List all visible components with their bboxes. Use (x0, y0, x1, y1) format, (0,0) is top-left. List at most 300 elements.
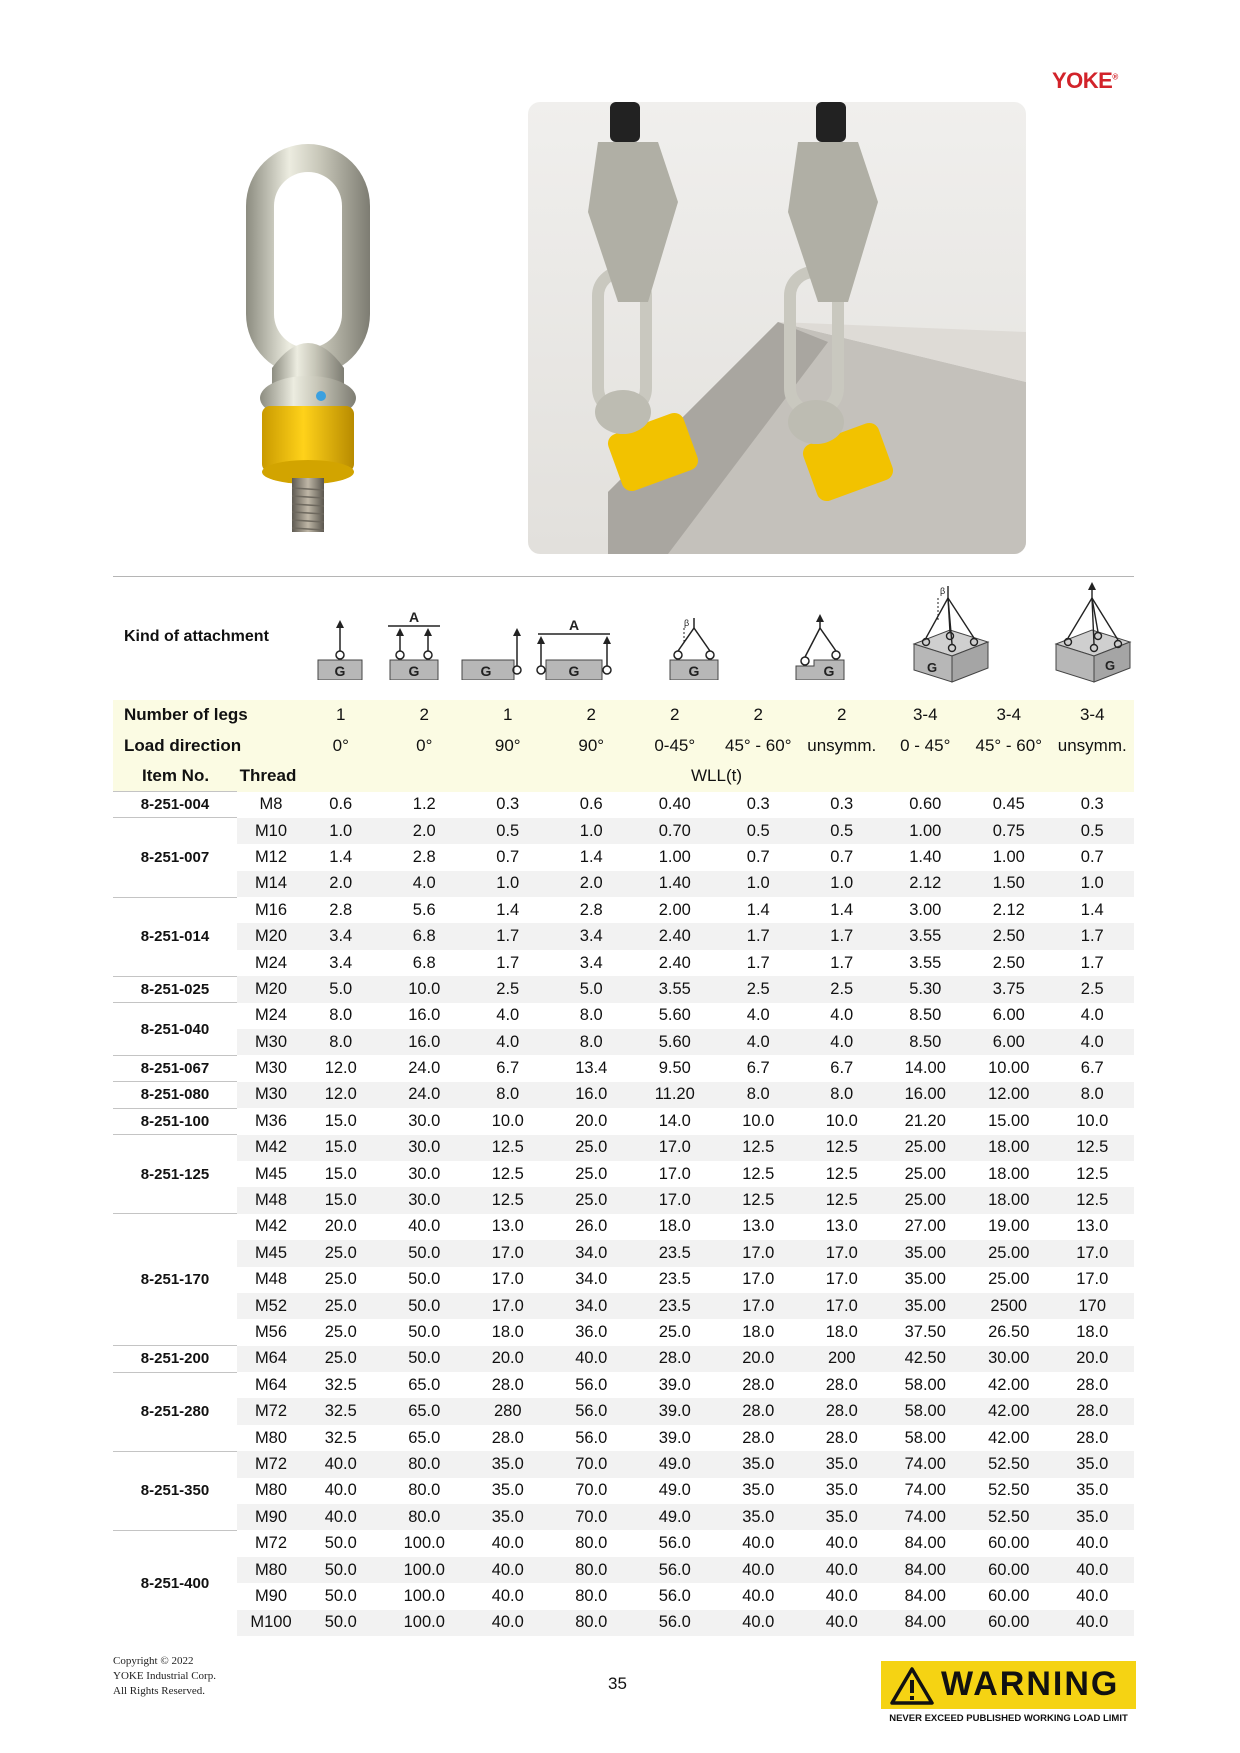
wll-value-cell: 25.0 (575, 1164, 608, 1183)
table-row (113, 1319, 1134, 1345)
thread-cell: M90 (237, 1504, 299, 1530)
table-row (113, 1610, 1134, 1636)
wll-value-cell: 28.0 (742, 1375, 775, 1394)
wll-value-cell: 12.5 (717, 1187, 801, 1213)
warning-subtitle: NEVER EXCEED PUBLISHED WORKING LOAD LIMIT (889, 1713, 1128, 1724)
item-number-cell: 8-251-067 (113, 1055, 237, 1081)
wll-value-cell: 20.0 (717, 1346, 801, 1372)
logo-text: YOKE (1052, 68, 1113, 93)
wll-value-cell: 52.50 (967, 1504, 1051, 1530)
legs-cell: 2 (550, 700, 634, 731)
table-row (113, 1161, 1134, 1187)
wll-value-cell: 0.6 (329, 795, 353, 814)
wll-value-cell: 70.0 (575, 1481, 608, 1500)
wll-value-cell: 40.0 (550, 1346, 634, 1372)
direction-cell: 45° - 60° (717, 731, 801, 762)
wll-value-cell: 8.50 (884, 1029, 968, 1055)
table-row (113, 1478, 1134, 1504)
wll-value-cell: 19.00 (988, 1217, 1030, 1236)
wll-value-cell: 1.7 (496, 953, 520, 972)
wll-value-cell: 74.00 (884, 1451, 968, 1477)
thread-cell: M90 (254, 1586, 288, 1605)
wll-value-cell: 0.45 (992, 795, 1025, 814)
table-row (113, 1504, 1134, 1530)
wll-value-cell: 6.7 (746, 1059, 770, 1078)
wll-value-cell: 1.7 (1051, 923, 1135, 949)
item-number-cell: 8-251-100 (113, 1108, 237, 1134)
thread-cell: M30 (237, 1082, 299, 1108)
icon-g-label: G (408, 663, 420, 679)
wll-value-cell: 50.0 (408, 1323, 441, 1341)
wll-value-cell: 2.50 (967, 923, 1051, 949)
wll-value-cell: 28.0 (1076, 1375, 1109, 1394)
wll-value-cell: 4.0 (1080, 1006, 1104, 1025)
item-number-cell: 8-251-200 (113, 1346, 237, 1372)
wll-value-cell: 15.0 (324, 1164, 357, 1183)
wll-value-cell: 40.0 (1051, 1557, 1135, 1583)
wll-value-cell: 6.7 (830, 1059, 854, 1078)
legs-cell: 2 (633, 700, 717, 731)
wll-value-cell: 35.0 (800, 1451, 884, 1477)
wll-value-cell: 5.6 (412, 900, 436, 919)
wll-value-cell: 20.0 (575, 1111, 608, 1130)
wll-value-cell: 5.60 (633, 1029, 717, 1055)
wll-value-cell: 17.0 (742, 1270, 775, 1289)
wll-value-cell: 12.0 (299, 1082, 383, 1108)
wll-value-cell: 16.0 (550, 1082, 634, 1108)
wll-value-cell: 40.0 (825, 1534, 858, 1553)
wll-value-cell: 0.3 (830, 795, 854, 814)
wll-value-cell: 17.0 (633, 1187, 717, 1213)
table-row (113, 844, 1134, 870)
item-number-cell: 8-251-080 (113, 1082, 237, 1108)
icon-beta-label: β (940, 586, 946, 596)
two-leg-vertical-icon (386, 610, 442, 680)
wll-value-cell: 6.8 (383, 923, 467, 949)
table-row (113, 1029, 1134, 1055)
legs-cell: 2 (717, 700, 801, 731)
thread-cell: M72 (254, 1534, 288, 1553)
wll-value-cell: 52.50 (967, 1451, 1051, 1477)
wll-value-cell: 4.0 (800, 1029, 884, 1055)
thread-cell: M16 (254, 900, 288, 919)
table-row (113, 976, 1134, 1002)
table-row (113, 1346, 1134, 1372)
wll-value-cell: 1.7 (1080, 953, 1104, 972)
wll-value-cell: 30.0 (408, 1111, 441, 1130)
wll-value-cell: 13.0 (491, 1217, 524, 1236)
wll-value-cell: 80.0 (408, 1481, 441, 1500)
table-row (113, 1398, 1134, 1424)
multi-leg-unsymmetric-icon (1052, 582, 1134, 686)
wll-value-cell: 0.5 (466, 818, 550, 844)
wll-value-cell: 39.0 (658, 1428, 691, 1447)
wll-value-cell: 12.5 (1051, 1187, 1135, 1213)
wll-value-cell: 1.40 (909, 847, 942, 866)
wll-value-cell: 1.0 (1051, 871, 1135, 897)
wll-value-cell: 80.0 (383, 1504, 467, 1530)
thread-cell: M12 (254, 847, 288, 866)
wll-value-cell: 1.00 (992, 847, 1025, 866)
wll-table (113, 700, 1134, 1636)
wll-value-cell: 40.0 (466, 1557, 550, 1583)
wll-value-cell: 2.5 (1051, 976, 1135, 1002)
table-row (113, 818, 1134, 844)
item-number-cell: 8-251-004 (113, 792, 237, 818)
wll-value-cell: 10.0 (742, 1111, 775, 1130)
wll-value-cell: 12.5 (1051, 1135, 1135, 1161)
direction-cell: unsymm. (800, 731, 884, 762)
wll-value-cell: 0.5 (1051, 818, 1135, 844)
direction-cell: 0 - 45° (884, 731, 968, 762)
thread-cell: M10 (237, 818, 299, 844)
table-row (113, 1240, 1134, 1266)
wll-value-cell: 17.0 (466, 1240, 550, 1266)
wll-value-cell: 4.0 (717, 1029, 801, 1055)
wll-value-cell: 100.0 (383, 1557, 467, 1583)
thread-cell: M30 (254, 1059, 288, 1078)
thread-cell: M64 (237, 1346, 299, 1372)
wll-value-cell: 50.0 (383, 1346, 467, 1372)
legs-row (113, 700, 1134, 731)
wll-value-cell: 10.00 (988, 1059, 1030, 1078)
table-row (113, 1082, 1134, 1108)
wll-value-cell: 18.0 (491, 1323, 524, 1341)
wll-value-cell: 26.50 (988, 1323, 1030, 1341)
single-leg-side-icon (460, 624, 524, 680)
wll-value-cell: 25.0 (550, 1135, 634, 1161)
wll-value-cell: 1.7 (800, 923, 884, 949)
wll-value-cell: 3.55 (633, 976, 717, 1002)
wll-value-cell: 13.0 (1076, 1217, 1109, 1236)
wll-value-cell: 8.0 (550, 1029, 634, 1055)
wll-value-cell: 35.0 (466, 1451, 550, 1477)
wll-value-cell: 40.0 (466, 1610, 550, 1636)
kind-of-attachment-label: Kind of attachment (124, 628, 269, 645)
wll-value-cell: 26.0 (575, 1217, 608, 1236)
wll-value-cell: 28.0 (1051, 1398, 1135, 1424)
wll-value-cell: 0.7 (496, 847, 520, 866)
wll-value-cell: 40.0 (742, 1586, 775, 1605)
wll-value-cell: 49.0 (633, 1504, 717, 1530)
wll-value-cell: 40.0 (742, 1534, 775, 1553)
item-number-cell: 8-251-170 (113, 1214, 237, 1346)
wll-value-cell: 3.4 (329, 953, 353, 972)
thread-cell: M48 (254, 1270, 288, 1289)
wll-value-cell: 1.0 (717, 871, 801, 897)
table-row (113, 1583, 1134, 1609)
wll-value-cell: 18.00 (988, 1164, 1030, 1183)
wll-value-cell: 2.00 (658, 900, 691, 919)
wll-value-cell: 50.0 (324, 1534, 357, 1553)
wll-value-cell: 17.0 (1051, 1240, 1135, 1266)
wll-value-cell: 6.00 (967, 1029, 1051, 1055)
wll-value-cell: 20.0 (466, 1346, 550, 1372)
wll-value-cell: 17.0 (466, 1293, 550, 1319)
wll-value-cell: 3.00 (909, 900, 942, 919)
wll-value-cell: 65.0 (383, 1398, 467, 1424)
table-row (113, 1055, 1134, 1081)
legs-cell: 1 (299, 700, 383, 731)
table-row (113, 897, 1134, 923)
wll-value-cell: 8.0 (299, 1029, 383, 1055)
wll-value-cell: 28.0 (491, 1375, 524, 1394)
wll-value-cell: 25.00 (884, 1187, 968, 1213)
thread-cell: M80 (254, 1428, 288, 1447)
wll-value-cell: 12.5 (742, 1164, 775, 1183)
wll-value-cell: 3.4 (299, 923, 383, 949)
icon-g-label: G (1104, 658, 1116, 673)
wll-value-cell: 40.0 (408, 1217, 441, 1236)
wll-value-cell: 12.5 (1076, 1164, 1109, 1183)
single-leg-vertical-icon (315, 618, 365, 680)
wll-value-cell: 1.7 (746, 953, 770, 972)
wll-value-cell: 40.0 (1051, 1610, 1135, 1636)
wll-value-cell: 40.0 (717, 1557, 801, 1583)
wll-value-cell: 24.0 (383, 1082, 467, 1108)
wll-value-cell: 18.00 (967, 1187, 1051, 1213)
wll-value-cell: 40.0 (800, 1557, 884, 1583)
wll-value-cell: 0.5 (800, 818, 884, 844)
wll-value-cell: 13.0 (825, 1217, 858, 1236)
wll-value-cell: 3.55 (909, 953, 942, 972)
wll-value-cell: 25.0 (299, 1293, 383, 1319)
wll-value-cell: 170 (1051, 1293, 1135, 1319)
wll-value-cell: 17.0 (717, 1240, 801, 1266)
icon-g-label: G (823, 663, 835, 679)
wll-value-cell: 28.0 (825, 1428, 858, 1447)
wll-value-cell: 60.00 (967, 1610, 1051, 1636)
warning-triangle-icon (890, 1666, 934, 1706)
wll-value-cell: 65.0 (408, 1375, 441, 1394)
wll-value-cell: 56.0 (658, 1586, 691, 1605)
wll-value-cell: 16.0 (383, 1029, 467, 1055)
wll-value-cell: 23.5 (633, 1293, 717, 1319)
direction-cell: 90° (550, 731, 634, 762)
wll-value-cell: 100.0 (403, 1534, 445, 1553)
thread-cell: M36 (254, 1111, 288, 1130)
wll-value-cell: 42.00 (988, 1428, 1030, 1447)
wll-value-cell: 34.0 (550, 1240, 634, 1266)
thread-header: Thread (237, 761, 299, 792)
wll-value-cell: 50.0 (408, 1270, 441, 1289)
wll-value-cell: 2.40 (633, 923, 717, 949)
wll-value-cell: 42.50 (884, 1346, 968, 1372)
item-no-header: Item No. (113, 761, 237, 792)
wll-value-cell: 28.0 (742, 1428, 775, 1447)
wll-value-cell: 35.00 (904, 1270, 946, 1289)
copyright-line: YOKE Industrial Corp. (113, 1670, 216, 1682)
yoke-logo (1052, 68, 1118, 94)
thread-cell: M24 (254, 953, 288, 972)
wll-value-cell: 1.0 (550, 818, 634, 844)
wll-value-cell: 18.00 (967, 1135, 1051, 1161)
wll-value-cell: 1.0 (800, 871, 884, 897)
wll-value-cell: 6.7 (496, 1059, 520, 1078)
wll-value-cell: 0.70 (633, 818, 717, 844)
wll-value-cell: 2.8 (329, 900, 353, 919)
item-number-cell: 8-251-025 (113, 976, 237, 1002)
thread-cell: M20 (237, 923, 299, 949)
application-illustration (528, 102, 1026, 554)
wll-value-cell: 2.40 (658, 953, 691, 972)
wll-value-cell: 58.00 (884, 1398, 968, 1424)
wll-value-cell: 1.00 (884, 818, 968, 844)
item-number-cell: 8-251-014 (113, 897, 237, 976)
wll-value-cell: 2.12 (992, 900, 1025, 919)
wll-value-cell: 40.0 (1076, 1534, 1109, 1553)
wll-value-cell: 42.00 (967, 1398, 1051, 1424)
wll-value-cell: 40.0 (491, 1534, 524, 1553)
wll-value-cell: 32.5 (299, 1398, 383, 1424)
wll-value-cell: 16.0 (408, 1006, 441, 1025)
thread-cell: M64 (254, 1375, 288, 1394)
wll-value-cell: 32.5 (324, 1428, 357, 1447)
wll-value-cell: 34.0 (550, 1293, 634, 1319)
wll-value-cell: 74.00 (884, 1504, 968, 1530)
wll-value-cell: 84.00 (904, 1586, 946, 1605)
direction-cell: 0° (383, 731, 467, 762)
table-body (113, 792, 1134, 1637)
wll-value-cell: 17.0 (800, 1293, 884, 1319)
load-direction-label: Load direction (113, 731, 299, 762)
thread-cell: M20 (237, 976, 299, 1002)
wll-value-cell: 49.0 (633, 1451, 717, 1477)
item-number-cell: 8-251-400 (113, 1530, 237, 1636)
thread-cell: M56 (254, 1323, 288, 1341)
wll-value-cell: 4.0 (466, 1029, 550, 1055)
wll-value-cell: 25.0 (324, 1270, 357, 1289)
item-number-cell: 8-251-280 (113, 1372, 237, 1451)
wll-value-cell: 1.7 (466, 923, 550, 949)
column-header-row (113, 761, 1134, 792)
wll-value-cell: 8.0 (579, 1006, 603, 1025)
wll-value-cell: 2.0 (383, 818, 467, 844)
wll-value-cell: 18.0 (825, 1323, 858, 1341)
wll-value-cell: 2.8 (412, 847, 436, 866)
wll-value-cell: 2.0 (550, 871, 634, 897)
wll-value-cell: 25.0 (658, 1323, 691, 1341)
wll-value-cell: 10.0 (491, 1111, 524, 1130)
wll-value-cell: 18.0 (658, 1217, 691, 1236)
table-row (113, 1108, 1134, 1134)
wll-value-cell: 35.00 (884, 1293, 968, 1319)
wll-value-cell: 35.0 (800, 1504, 884, 1530)
direction-cell: 45° - 60° (967, 731, 1051, 762)
wll-value-cell: 28.0 (1076, 1428, 1109, 1447)
wll-value-cell: 56.0 (575, 1428, 608, 1447)
wll-value-cell: 15.00 (988, 1111, 1030, 1130)
wll-value-cell: 8.50 (909, 1006, 942, 1025)
wll-value-cell: 4.0 (1051, 1029, 1135, 1055)
wll-value-cell: 28.0 (491, 1428, 524, 1447)
thread-cell: M30 (237, 1029, 299, 1055)
wll-value-cell: 0.3 (1080, 795, 1104, 814)
wll-value-cell: 50.0 (299, 1557, 383, 1583)
wll-value-cell: 2.5 (800, 976, 884, 1002)
wll-value-cell: 4.0 (830, 1006, 854, 1025)
wll-value-cell: 50.0 (324, 1586, 357, 1605)
thread-cell: M42 (254, 1217, 288, 1236)
wll-value-cell: 24.0 (408, 1059, 441, 1078)
wll-value-cell: 9.50 (658, 1059, 691, 1078)
wll-value-cell: 50.0 (383, 1240, 467, 1266)
wll-value-cell: 35.00 (884, 1240, 968, 1266)
wll-value-cell: 25.0 (550, 1187, 634, 1213)
wll-value-cell: 56.0 (633, 1557, 717, 1583)
wll-value-cell: 40.0 (800, 1610, 884, 1636)
wll-value-cell: 70.0 (550, 1451, 634, 1477)
swivel-hoist-ring-photo (218, 138, 398, 556)
wll-value-cell: 6.8 (412, 953, 436, 972)
wll-value-cell: 6.00 (992, 1006, 1025, 1025)
wll-value-cell: 25.0 (299, 1346, 383, 1372)
wll-value-cell: 1.7 (830, 953, 854, 972)
wll-value-cell: 60.00 (988, 1586, 1030, 1605)
wll-value-cell: 12.5 (491, 1164, 524, 1183)
wll-value-cell: 56.0 (633, 1610, 717, 1636)
copyright-notice (113, 1654, 216, 1699)
wll-value-cell: 42.00 (988, 1375, 1030, 1394)
wll-value-cell: 15.0 (299, 1187, 383, 1213)
wll-value-cell: 8.0 (800, 1082, 884, 1108)
wll-value-cell: 3.75 (967, 976, 1051, 1002)
table-row (113, 923, 1134, 949)
wll-value-cell: 35.0 (825, 1481, 858, 1500)
wll-value-cell: 40.0 (299, 1504, 383, 1530)
wll-value-cell: 84.00 (884, 1557, 968, 1583)
wll-value-cell: 35.0 (1051, 1504, 1135, 1530)
wll-value-cell: 25.00 (967, 1240, 1051, 1266)
wll-value-cell: 14.0 (658, 1111, 691, 1130)
wll-value-cell: 1.4 (329, 847, 353, 866)
thread-cell: M100 (237, 1610, 299, 1636)
direction-cell: 90° (466, 731, 550, 762)
item-number-cell: 8-251-040 (113, 1003, 237, 1056)
wll-value-cell: 1.4 (579, 847, 603, 866)
wll-value-cell: 39.0 (633, 1398, 717, 1424)
wll-value-cell: 8.0 (717, 1082, 801, 1108)
table-row (113, 1451, 1134, 1477)
wll-value-cell: 60.00 (988, 1534, 1030, 1553)
wll-value-cell: 13.0 (742, 1217, 775, 1236)
table-row (113, 1187, 1134, 1213)
thread-cell: M8 (259, 795, 283, 814)
wll-value-cell: 50.0 (299, 1610, 383, 1636)
wll-value-cell: 0.7 (1080, 847, 1104, 866)
section-divider (113, 576, 1134, 577)
wll-value-cell: 0.3 (746, 795, 770, 814)
wll-value-cell: 13.4 (575, 1059, 608, 1078)
wll-value-cell: 3.55 (884, 923, 968, 949)
icon-beta-label: β (684, 618, 690, 628)
table-row (113, 1372, 1134, 1398)
wll-value-cell: 10.0 (383, 976, 467, 1002)
icon-g-label: G (568, 663, 580, 679)
wll-value-cell: 34.0 (575, 1270, 608, 1289)
warning-banner (881, 1661, 1136, 1741)
wll-value-cell: 0.40 (658, 795, 691, 814)
wll-value-cell: 32.5 (324, 1375, 357, 1394)
wll-value-cell: 2500 (967, 1293, 1051, 1319)
wll-value-cell: 23.5 (658, 1270, 691, 1289)
wll-value-cell: 80.0 (550, 1610, 634, 1636)
table-row (113, 1267, 1134, 1293)
wll-value-cell: 0.6 (579, 795, 603, 814)
icon-a-label: A (408, 610, 420, 625)
legs-cell: 2 (800, 700, 884, 731)
lifting-application-photo (528, 102, 1026, 554)
